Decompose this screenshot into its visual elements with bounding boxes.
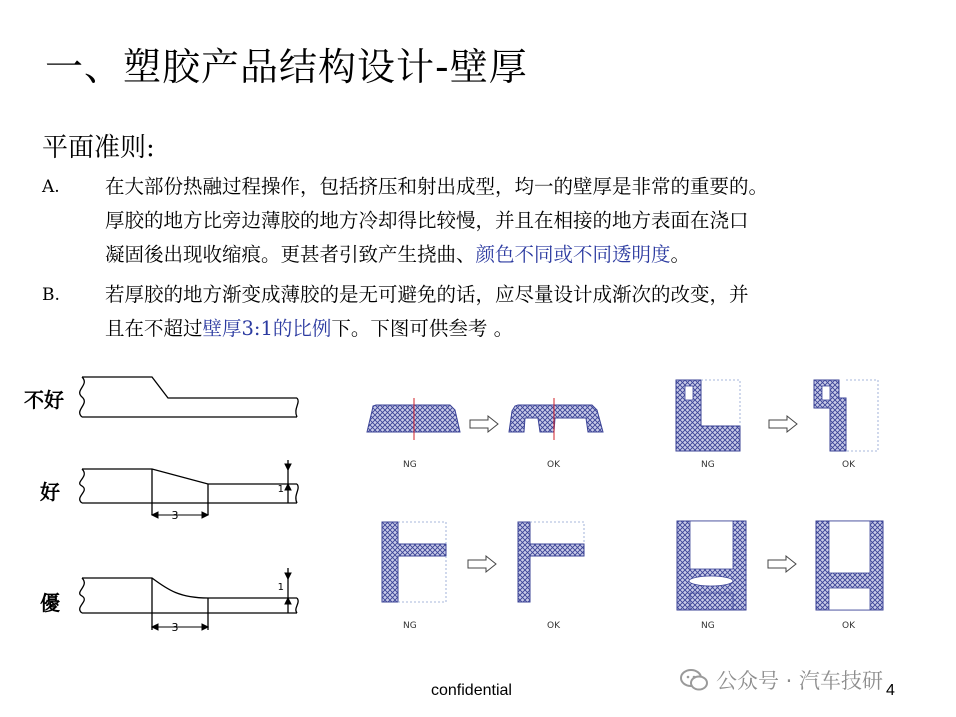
caption-ok: OK (547, 621, 560, 631)
dim-label: 3 (171, 621, 179, 634)
caption-ng: NG (701, 621, 715, 631)
text-line: 在大部份热融过程操作，包括挤压和射出成型，均一的壁厚是非常的重要的。 (105, 175, 769, 198)
text-line: 厚胶的地方比旁边薄胶的地方冷却得比较慢，并且在相接的地方表面在浇口 (105, 209, 749, 232)
highlighted-text: 壁厚3:1的比例 (202, 317, 332, 340)
watermark-text: 公众号 · 汽车技研 (716, 669, 884, 693)
caption-ok: OK (842, 460, 855, 470)
caption-ok: OK (547, 460, 560, 470)
text-line: 若厚胶的地方渐变成薄胶的是无可避免的话，应尽量设计成渐次的改变，并 (105, 283, 749, 306)
caption-ng: NG (403, 460, 417, 470)
text-line: 且在不超过壁厚3:1的比例下。下图可供叁考 。 (105, 317, 514, 340)
page-number: 4 (886, 682, 895, 699)
arrow-icon (768, 556, 796, 572)
caption-ok: OK (842, 621, 855, 631)
label-good: 好 (40, 480, 60, 504)
highlighted-text: 颜色不同或不同透明度 (475, 243, 671, 266)
section-title: 平面准则: (42, 133, 155, 163)
pair-2 (676, 380, 878, 451)
label-bad: 不好 (24, 388, 64, 412)
watermark (680, 666, 883, 694)
ratio-label: 1 (277, 582, 284, 593)
pair-4 (677, 521, 883, 610)
arrow-icon (769, 416, 797, 432)
wechat-icon (680, 668, 708, 692)
caption-ng: NG (701, 460, 715, 470)
paragraph-marker: B. (42, 285, 60, 305)
caption-ng: NG (403, 621, 417, 631)
text-line: 凝固後出现收缩痕。更甚者引致产生挠曲、颜色不同或不同透明度。 (105, 243, 691, 266)
arrow-icon (468, 556, 496, 572)
paragraph-marker: A. (42, 177, 60, 197)
pair-1 (367, 398, 603, 440)
slide-title: 一、塑胶产品结构设计-壁厚 (45, 45, 528, 89)
dim-label: 3 (171, 509, 179, 522)
label-excellent: 優 (40, 591, 60, 615)
arrow-icon (470, 416, 498, 432)
footer-confidential: confidential (431, 682, 512, 699)
ratio-label: 1 (277, 484, 284, 495)
pair-3 (382, 522, 584, 602)
